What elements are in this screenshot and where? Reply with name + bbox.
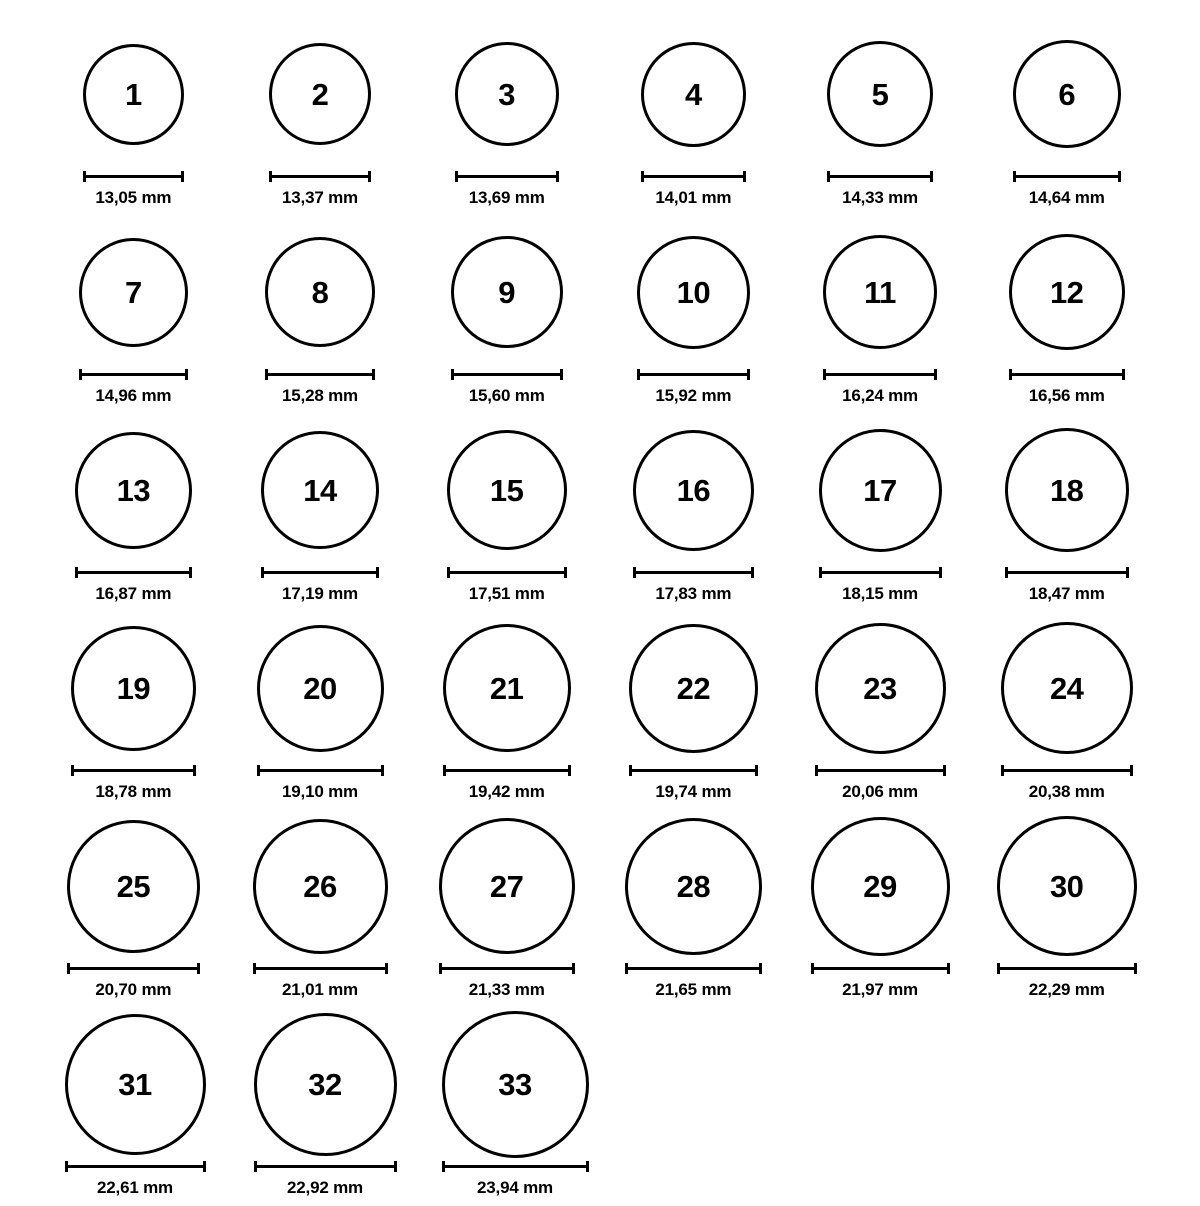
measure-endcaps-icon bbox=[443, 765, 571, 776]
ring-circle-wrap bbox=[629, 612, 758, 764]
ring-circle-wrap bbox=[75, 414, 192, 566]
ring-circle-icon bbox=[1013, 40, 1121, 148]
ring-circle-wrap bbox=[65, 1008, 206, 1160]
ring-circle-wrap bbox=[447, 414, 567, 566]
measure-line-icon bbox=[1013, 175, 1121, 178]
ring-size-number: 29 bbox=[863, 868, 897, 904]
ring-size-number: 2 bbox=[311, 76, 329, 112]
measure-line-icon bbox=[827, 175, 933, 178]
ring-circle-icon bbox=[71, 626, 196, 751]
ring-size-number: 23 bbox=[863, 670, 897, 706]
ring-size-number: 27 bbox=[489, 868, 524, 904]
ring-size-number: 21 bbox=[489, 670, 524, 706]
diameter-measure-bar bbox=[261, 566, 379, 579]
measure-endcaps-icon bbox=[827, 171, 933, 182]
ring-size-cell[interactable] bbox=[227, 414, 414, 612]
ring-size-number: 9 bbox=[498, 274, 516, 310]
ring-size-number: 19 bbox=[116, 670, 151, 706]
measure-endcaps-icon bbox=[254, 1161, 397, 1172]
diameter-measure-bar bbox=[997, 962, 1137, 975]
diameter-label: 13,05 mm bbox=[95, 188, 172, 207]
ring-size-cell[interactable] bbox=[787, 18, 974, 216]
measure-endcaps-icon bbox=[997, 963, 1137, 974]
ring-size-cell[interactable] bbox=[40, 216, 227, 414]
ring-circle-icon bbox=[442, 1011, 589, 1158]
ring-circle-icon bbox=[625, 818, 762, 955]
diameter-label: 19,42 mm bbox=[468, 782, 545, 801]
ring-circle-icon bbox=[811, 817, 950, 956]
diameter-label: 21,33 mm bbox=[468, 980, 545, 999]
measure-line-icon bbox=[633, 571, 754, 574]
measure-line-icon bbox=[265, 373, 375, 376]
ring-circle-icon bbox=[637, 236, 750, 349]
diameter-measure-bar bbox=[1005, 566, 1129, 579]
measure-endcaps-icon bbox=[253, 963, 388, 974]
ring-size-number: 1 bbox=[124, 76, 142, 112]
ring-size-cell[interactable] bbox=[787, 810, 974, 1008]
diameter-label: 21,65 mm bbox=[655, 980, 732, 999]
measure-endcaps-icon bbox=[71, 765, 196, 776]
ring-size-number: 32 bbox=[308, 1066, 342, 1102]
diameter-label: 20,70 mm bbox=[95, 980, 172, 999]
diameter-label: 20,06 mm bbox=[842, 782, 918, 801]
measure-line-icon bbox=[65, 1165, 206, 1168]
diameter-label: 19,74 mm bbox=[655, 782, 732, 801]
diameter-label: 13,37 mm bbox=[282, 188, 358, 207]
measure-line-icon bbox=[1009, 373, 1125, 376]
ring-circle-icon bbox=[65, 1014, 206, 1155]
measure-endcaps-icon bbox=[67, 963, 200, 974]
ring-size-number: 20 bbox=[303, 670, 337, 706]
ring-size-cell[interactable] bbox=[413, 612, 600, 810]
ring-circle-icon bbox=[633, 430, 754, 551]
diameter-measure-bar bbox=[815, 764, 946, 777]
ring-circle-icon bbox=[629, 624, 758, 753]
ring-size-number: 18 bbox=[1049, 472, 1084, 508]
measure-line-icon bbox=[625, 967, 762, 970]
ring-circle-icon bbox=[83, 44, 184, 145]
ring-size-cell[interactable] bbox=[600, 414, 787, 612]
diameter-measure-bar bbox=[827, 170, 933, 183]
ring-circle-wrap bbox=[269, 18, 371, 170]
ring-circle-wrap bbox=[827, 18, 933, 170]
diameter-label: 14,64 mm bbox=[1028, 188, 1105, 207]
ring-circle-icon bbox=[455, 42, 559, 146]
diameter-measure-bar bbox=[1001, 764, 1133, 777]
ring-circle-icon bbox=[67, 820, 200, 953]
measure-endcaps-icon bbox=[1009, 369, 1125, 380]
diameter-label: 19,10 mm bbox=[282, 782, 358, 801]
ring-size-number: 24 bbox=[1049, 670, 1084, 706]
ring-size-number: 10 bbox=[676, 274, 711, 310]
measure-line-icon bbox=[815, 769, 946, 772]
ring-circle-wrap bbox=[455, 18, 559, 170]
measure-line-icon bbox=[811, 967, 950, 970]
size-row bbox=[40, 18, 1160, 216]
measure-line-icon bbox=[819, 571, 942, 574]
measure-line-icon bbox=[1001, 769, 1133, 772]
diameter-measure-bar bbox=[633, 566, 754, 579]
diameter-label: 21,01 mm bbox=[282, 980, 358, 999]
ring-circle-icon bbox=[641, 42, 746, 147]
ring-size-cell[interactable] bbox=[227, 216, 414, 414]
measure-line-icon bbox=[823, 373, 937, 376]
measure-endcaps-icon bbox=[633, 567, 754, 578]
ring-circle-wrap bbox=[815, 612, 946, 764]
diameter-measure-bar bbox=[257, 764, 384, 777]
diameter-label: 22,92 mm bbox=[287, 1178, 363, 1197]
ring-circle-wrap bbox=[439, 810, 575, 962]
diameter-measure-bar bbox=[811, 962, 950, 975]
ring-circle-wrap bbox=[254, 1008, 397, 1160]
measure-line-icon bbox=[997, 967, 1137, 970]
ring-circle-icon bbox=[447, 430, 567, 550]
measure-endcaps-icon bbox=[265, 369, 375, 380]
ring-circle-wrap bbox=[265, 216, 375, 368]
ring-size-number: 30 bbox=[1049, 868, 1084, 904]
diameter-label: 16,24 mm bbox=[842, 386, 918, 405]
diameter-label: 16,87 mm bbox=[95, 584, 172, 603]
ring-circle-wrap bbox=[261, 414, 379, 566]
diameter-measure-bar bbox=[75, 566, 192, 579]
diameter-label: 18,47 mm bbox=[1028, 584, 1105, 603]
measure-line-icon bbox=[67, 967, 200, 970]
measure-line-icon bbox=[269, 175, 371, 178]
ring-size-number: 33 bbox=[498, 1066, 532, 1102]
measure-line-icon bbox=[455, 175, 559, 178]
measure-line-icon bbox=[451, 373, 563, 376]
ring-size-cell[interactable] bbox=[600, 18, 787, 216]
ring-circle-wrap bbox=[633, 414, 754, 566]
ring-circle-wrap bbox=[997, 810, 1137, 962]
diameter-label: 17,83 mm bbox=[655, 584, 732, 603]
diameter-measure-bar bbox=[79, 368, 188, 381]
ring-size-cell[interactable] bbox=[413, 18, 600, 216]
ring-circle-icon bbox=[257, 625, 384, 752]
diameter-measure-bar bbox=[641, 170, 746, 183]
diameter-label: 15,92 mm bbox=[655, 386, 732, 405]
measure-line-icon bbox=[71, 769, 196, 772]
ring-circle-icon bbox=[997, 816, 1137, 956]
ring-circle-icon bbox=[261, 431, 379, 549]
ring-size-number: 26 bbox=[303, 868, 337, 904]
ring-circle-wrap bbox=[641, 18, 746, 170]
ring-circle-wrap bbox=[637, 216, 750, 368]
ring-circle-icon bbox=[439, 818, 575, 954]
ring-circle-wrap bbox=[823, 216, 937, 368]
ring-size-cell[interactable] bbox=[973, 18, 1160, 216]
ring-size-cell[interactable] bbox=[40, 810, 227, 1008]
measure-endcaps-icon bbox=[269, 171, 371, 182]
measure-endcaps-icon bbox=[629, 765, 758, 776]
ring-circle-icon bbox=[815, 623, 946, 754]
ring-size-number: 4 bbox=[684, 76, 702, 112]
diameter-label: 17,19 mm bbox=[282, 584, 358, 603]
ring-size-cell[interactable] bbox=[40, 414, 227, 612]
measure-line-icon bbox=[442, 1165, 589, 1168]
measure-endcaps-icon bbox=[625, 963, 762, 974]
ring-size-cell[interactable] bbox=[600, 810, 787, 1008]
ring-size-number: 11 bbox=[864, 274, 896, 310]
diameter-label: 15,60 mm bbox=[468, 386, 545, 405]
ring-circle-icon bbox=[75, 432, 192, 549]
ring-size-number: 6 bbox=[1058, 76, 1076, 112]
ring-size-cell[interactable] bbox=[973, 612, 1160, 810]
measure-line-icon bbox=[83, 175, 184, 178]
diameter-label: 17,51 mm bbox=[468, 584, 545, 603]
ring-size-cell[interactable] bbox=[973, 216, 1160, 414]
measure-line-icon bbox=[261, 571, 379, 574]
measure-line-icon bbox=[439, 967, 575, 970]
diameter-measure-bar bbox=[447, 566, 567, 579]
measure-endcaps-icon bbox=[811, 963, 950, 974]
ring-size-cell[interactable] bbox=[973, 414, 1160, 612]
ring-size-number: 14 bbox=[303, 472, 337, 508]
ring-size-cell[interactable] bbox=[600, 612, 787, 810]
diameter-measure-bar bbox=[269, 170, 371, 183]
ring-size-number: 3 bbox=[498, 76, 516, 112]
diameter-measure-bar bbox=[443, 764, 571, 777]
size-row bbox=[40, 216, 1160, 414]
ring-circle-wrap bbox=[1001, 612, 1133, 764]
measure-endcaps-icon bbox=[79, 369, 188, 380]
measure-line-icon bbox=[253, 967, 388, 970]
ring-circle-wrap bbox=[811, 810, 950, 962]
diameter-label: 18,15 mm bbox=[842, 584, 918, 603]
measure-endcaps-icon bbox=[451, 369, 563, 380]
ring-size-number: 12 bbox=[1049, 274, 1084, 310]
ring-size-cell[interactable] bbox=[973, 810, 1160, 1008]
measure-endcaps-icon bbox=[1005, 567, 1129, 578]
diameter-label: 22,29 mm bbox=[1028, 980, 1105, 999]
ring-circle-wrap bbox=[451, 216, 563, 368]
ring-circle-icon bbox=[269, 43, 371, 145]
measure-line-icon bbox=[257, 769, 384, 772]
measure-endcaps-icon bbox=[83, 171, 184, 182]
ring-size-cell[interactable] bbox=[227, 810, 414, 1008]
ring-size-number: 13 bbox=[116, 472, 151, 508]
ring-size-cell[interactable] bbox=[413, 810, 600, 1008]
diameter-measure-bar bbox=[629, 764, 758, 777]
ring-circle-icon bbox=[1005, 428, 1129, 552]
measure-endcaps-icon bbox=[257, 765, 384, 776]
diameter-measure-bar bbox=[451, 368, 563, 381]
measure-endcaps-icon bbox=[442, 1161, 589, 1172]
ring-size-number: 15 bbox=[489, 472, 524, 508]
ring-circle-wrap bbox=[625, 810, 762, 962]
diameter-measure-bar bbox=[65, 1160, 206, 1173]
ring-circle-wrap bbox=[442, 1008, 589, 1160]
ring-circle-wrap bbox=[1013, 18, 1121, 170]
ring-size-number: 16 bbox=[676, 472, 711, 508]
measure-endcaps-icon bbox=[641, 171, 746, 182]
diameter-measure-bar bbox=[254, 1160, 397, 1173]
ring-size-cell[interactable] bbox=[787, 414, 974, 612]
ring-circle-icon bbox=[79, 238, 188, 347]
ring-size-cell[interactable] bbox=[227, 612, 414, 810]
size-row bbox=[40, 414, 1160, 612]
ring-circle-wrap bbox=[83, 18, 184, 170]
measure-endcaps-icon bbox=[819, 567, 942, 578]
diameter-label: 21,97 mm bbox=[842, 980, 918, 999]
diameter-label: 23,94 mm bbox=[477, 1178, 553, 1197]
ring-circle-icon bbox=[253, 819, 388, 954]
ring-size-number: 17 bbox=[863, 472, 897, 508]
diameter-measure-bar bbox=[67, 962, 200, 975]
diameter-measure-bar bbox=[253, 962, 388, 975]
measure-line-icon bbox=[1005, 571, 1129, 574]
measure-line-icon bbox=[637, 373, 750, 376]
measure-line-icon bbox=[641, 175, 746, 178]
measure-endcaps-icon bbox=[75, 567, 192, 578]
measure-endcaps-icon bbox=[447, 567, 567, 578]
measure-endcaps-icon bbox=[1001, 765, 1133, 776]
ring-circle-wrap bbox=[79, 216, 188, 368]
measure-endcaps-icon bbox=[823, 369, 937, 380]
ring-circle-wrap bbox=[67, 810, 200, 962]
measure-line-icon bbox=[254, 1165, 397, 1168]
diameter-measure-bar bbox=[442, 1160, 589, 1173]
measure-endcaps-icon bbox=[637, 369, 750, 380]
diameter-measure-bar bbox=[439, 962, 575, 975]
ring-size-cell[interactable] bbox=[40, 1008, 230, 1206]
ring-circle-icon bbox=[443, 624, 571, 752]
ring-circle-wrap bbox=[71, 612, 196, 764]
diameter-label: 22,61 mm bbox=[97, 1178, 173, 1197]
ring-circle-icon bbox=[1001, 622, 1133, 754]
measure-endcaps-icon bbox=[65, 1161, 206, 1172]
ring-circle-icon bbox=[827, 41, 933, 147]
ring-size-cell[interactable] bbox=[787, 612, 974, 810]
diameter-measure-bar bbox=[71, 764, 196, 777]
ring-size-cell[interactable] bbox=[227, 18, 414, 216]
diameter-label: 15,28 mm bbox=[282, 386, 358, 405]
measure-line-icon bbox=[447, 571, 567, 574]
ring-circle-wrap bbox=[443, 612, 571, 764]
ring-size-cell[interactable] bbox=[600, 216, 787, 414]
ring-circle-wrap bbox=[1005, 414, 1129, 566]
ring-circle-icon bbox=[254, 1013, 397, 1156]
ring-size-number: 31 bbox=[118, 1066, 152, 1102]
diameter-label: 18,78 mm bbox=[95, 782, 172, 801]
diameter-measure-bar bbox=[819, 566, 942, 579]
measure-line-icon bbox=[443, 769, 571, 772]
diameter-measure-bar bbox=[637, 368, 750, 381]
ring-size-number: 28 bbox=[676, 868, 711, 904]
ring-size-cell[interactable] bbox=[787, 216, 974, 414]
ring-circle-icon bbox=[819, 429, 942, 552]
measure-endcaps-icon bbox=[1013, 171, 1121, 182]
diameter-measure-bar bbox=[455, 170, 559, 183]
diameter-label: 14,96 mm bbox=[95, 386, 172, 405]
diameter-measure-bar bbox=[625, 962, 762, 975]
ring-circle-icon bbox=[451, 236, 563, 348]
measure-line-icon bbox=[75, 571, 192, 574]
measure-endcaps-icon bbox=[815, 765, 946, 776]
diameter-label: 16,56 mm bbox=[1028, 386, 1105, 405]
diameter-measure-bar bbox=[83, 170, 184, 183]
size-row bbox=[40, 1008, 1160, 1206]
ring-circle-icon bbox=[1009, 234, 1125, 350]
ring-circle-wrap bbox=[257, 612, 384, 764]
ring-size-cell[interactable] bbox=[413, 216, 600, 414]
ring-size-cell[interactable] bbox=[40, 612, 227, 810]
diameter-label: 20,38 mm bbox=[1028, 782, 1105, 801]
diameter-label: 14,01 mm bbox=[655, 188, 732, 207]
ring-size-number: 7 bbox=[124, 274, 142, 310]
diameter-measure-bar bbox=[265, 368, 375, 381]
measure-endcaps-icon bbox=[261, 567, 379, 578]
diameter-measure-bar bbox=[823, 368, 937, 381]
ring-size-cell[interactable] bbox=[230, 1008, 420, 1206]
diameter-measure-bar bbox=[1009, 368, 1125, 381]
ring-circle-icon bbox=[265, 237, 375, 347]
ring-circle-wrap bbox=[1009, 216, 1125, 368]
ring-size-number: 22 bbox=[676, 670, 711, 706]
diameter-measure-bar bbox=[1013, 170, 1121, 183]
ring-size-cell[interactable] bbox=[40, 18, 227, 216]
measure-endcaps-icon bbox=[455, 171, 559, 182]
ring-size-cell[interactable] bbox=[413, 414, 600, 612]
ring-size-number: 5 bbox=[871, 76, 889, 112]
measure-endcaps-icon bbox=[439, 963, 575, 974]
size-row bbox=[40, 810, 1160, 1008]
diameter-label: 14,33 mm bbox=[842, 188, 918, 207]
size-row bbox=[40, 612, 1160, 810]
ring-circle-wrap bbox=[253, 810, 388, 962]
ring-size-number: 25 bbox=[116, 868, 151, 904]
measure-line-icon bbox=[79, 373, 188, 376]
diameter-label: 13,69 mm bbox=[468, 188, 545, 207]
measure-line-icon bbox=[629, 769, 758, 772]
ring-size-cell[interactable] bbox=[420, 1008, 610, 1206]
ring-size-number: 8 bbox=[311, 274, 329, 310]
ring-circle-icon bbox=[823, 235, 937, 349]
ring-circle-wrap bbox=[819, 414, 942, 566]
